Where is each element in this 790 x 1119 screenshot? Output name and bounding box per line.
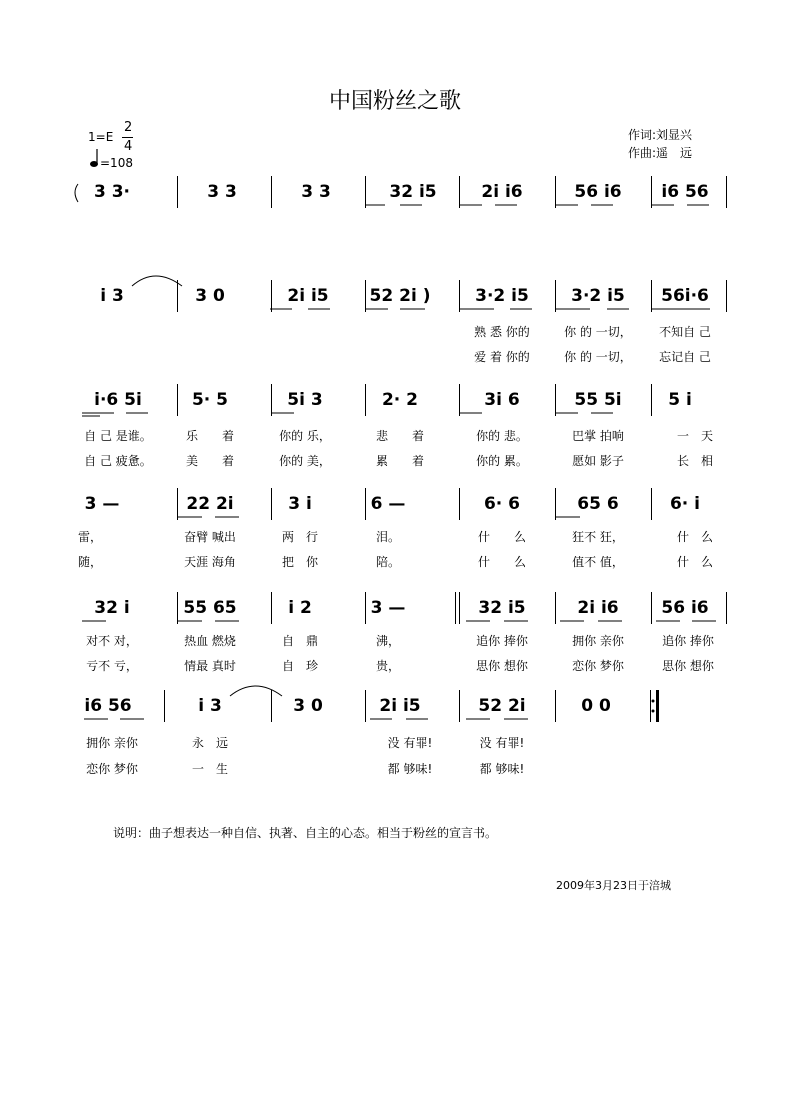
- lyric: 什 么: [676, 555, 714, 569]
- measure-notes: 6· 6: [483, 494, 521, 514]
- lyric: 雷，: [77, 530, 103, 544]
- measure-notes: 2· 2: [381, 390, 419, 410]
- lyric: 随，: [77, 555, 103, 569]
- lyric: 恋你 梦你: [86, 762, 138, 776]
- lyric: 愿如 影子: [572, 454, 624, 468]
- score-system-4: [70, 484, 730, 574]
- time-denominator: 4: [124, 139, 133, 154]
- measure-notes: i6 56: [661, 182, 709, 202]
- measure-notes: 55 5i: [574, 390, 622, 410]
- lyric: 泪。: [375, 530, 401, 544]
- lyricist-credit: 作词:刘显兴: [628, 128, 693, 142]
- lyric: 什 么: [477, 530, 527, 544]
- time-numerator: 2: [124, 120, 133, 135]
- measure-notes: 52 2i: [478, 696, 526, 716]
- lyric: 悲 着: [375, 429, 425, 443]
- score-markings: [70, 686, 730, 726]
- lyric: 你 的 一切，: [564, 350, 632, 364]
- lyric: 贵，: [375, 659, 401, 673]
- measure-notes: 2i i5: [379, 696, 421, 716]
- measure-notes: 3 0: [293, 696, 323, 716]
- score-markings: [70, 276, 730, 316]
- key-signature: 1=E: [88, 130, 114, 144]
- lyric: 你的 累。: [476, 454, 528, 468]
- score-markings: [70, 484, 730, 524]
- lyric: 狂不 狂，: [572, 530, 624, 544]
- lyric: 你的 美，: [279, 454, 331, 468]
- lyric: 你 的 一切，: [564, 325, 632, 339]
- measure-notes: 56 i6: [574, 182, 622, 202]
- measure-notes: 2i i6: [577, 598, 619, 618]
- lyric: 自 鼎: [281, 634, 319, 648]
- measure-notes: i 3: [100, 286, 124, 306]
- lyric: 你的 乐，: [279, 429, 331, 443]
- lyric: 思你 想你: [662, 659, 714, 673]
- measure-notes: 22 2i: [186, 494, 234, 514]
- lyric: 陪。: [375, 555, 401, 569]
- lyric: 两 行: [281, 530, 319, 544]
- lyric: 没 有罪!: [387, 736, 433, 750]
- measure-notes: i6 56: [84, 696, 132, 716]
- lyric: 不知自 己: [659, 325, 711, 339]
- date-line: 2009年3月23日于涪城: [556, 879, 671, 892]
- measure-notes: 5 i: [668, 390, 692, 410]
- measure-notes: 3 0: [195, 286, 225, 306]
- measure-notes: i·6 5i: [94, 390, 142, 410]
- lyric: 忘记自 己: [659, 350, 711, 364]
- lyric: 拥你 亲你: [572, 634, 624, 648]
- measure-notes: 6 —: [370, 494, 406, 514]
- lyric: 亏不 亏，: [86, 659, 138, 673]
- lyric: 沸，: [375, 634, 401, 648]
- measure-notes: 2i i5: [287, 286, 329, 306]
- lyric: 长 相: [676, 454, 714, 468]
- tempo-marking: =108: [100, 156, 133, 170]
- measure-notes: 3·2 i5: [475, 286, 529, 306]
- lyric: 拥你 亲你: [86, 736, 138, 750]
- score-system-5: [70, 588, 730, 678]
- lyric: 自 己 是谁。: [84, 429, 152, 443]
- song-title: 中国粉丝之歌: [328, 89, 461, 114]
- measure-notes: 3i 6: [484, 390, 520, 410]
- score-markings: [70, 380, 730, 420]
- time-divider: [122, 137, 133, 138]
- lyric: 美 着: [185, 454, 235, 468]
- measure-notes: 3 —: [84, 494, 120, 514]
- measure-notes: 32 i5: [478, 598, 526, 618]
- lyric: 思你 想你: [476, 659, 528, 673]
- footnote: 说明：曲子想表达一种自信、执著、自主的心态。相当于粉丝的宣言书。: [113, 826, 498, 840]
- lyric: 乐 着: [185, 429, 235, 443]
- lyric: 爱 着 你的: [474, 350, 530, 364]
- lyric: 恋你 梦你: [572, 659, 624, 673]
- lyric: 追你 捧你: [662, 634, 714, 648]
- measure-notes: 6· i: [669, 494, 701, 514]
- measure-notes: 65 6: [577, 494, 619, 514]
- measure-notes: 32 i5: [389, 182, 437, 202]
- measure-notes: 3 i: [288, 494, 312, 514]
- measure-notes: 0 0: [581, 696, 611, 716]
- lyric: 巴掌 拍响: [572, 429, 624, 443]
- measure-notes: 5i 3: [287, 390, 323, 410]
- lyric: 永 远: [191, 736, 229, 750]
- lyric: 自 珍: [281, 659, 319, 673]
- measure-notes: i 3: [198, 696, 222, 716]
- measure-notes: 56 i6: [661, 598, 709, 618]
- score-system-2: [70, 276, 730, 366]
- measure-notes: 3 3: [207, 182, 237, 202]
- measure-notes: 3 3: [301, 182, 331, 202]
- lyric: 熟 悉 你的: [474, 325, 530, 339]
- lyric: 累 着: [375, 454, 425, 468]
- lyric: 都 够味!: [479, 762, 525, 776]
- lyric: 奋臂 喊出: [184, 530, 236, 544]
- score-markings: [70, 172, 730, 212]
- lyric: 天涯 海角: [184, 555, 236, 569]
- quarter-note-icon: [89, 148, 99, 172]
- measure-notes: 3 3·: [93, 182, 131, 202]
- score-system-6: [70, 686, 730, 776]
- lyric: 什 么: [477, 555, 527, 569]
- lyric: 对不 对，: [86, 634, 138, 648]
- measure-notes: i 2: [288, 598, 312, 618]
- measure-notes: 32 i: [94, 598, 130, 618]
- lyric: 把 你: [281, 555, 319, 569]
- measure-notes: 3 —: [370, 598, 406, 618]
- lyric: 自 己 疲惫。: [84, 454, 152, 468]
- composer-credit: 作曲:遥 远: [628, 146, 693, 160]
- score-markings: [70, 588, 730, 628]
- lyric: 一 生: [191, 762, 229, 776]
- lyric: 热血 燃烧: [184, 634, 236, 648]
- lyric: 情最 真时: [184, 659, 236, 673]
- measure-notes: 56i·6: [661, 286, 709, 306]
- lyric: 你的 悲。: [476, 429, 528, 443]
- lyric: 什 么: [676, 530, 714, 544]
- lyric: 值不 值，: [572, 555, 624, 569]
- measure-notes: 5· 5: [191, 390, 229, 410]
- score-system-1: [70, 172, 730, 212]
- score-system-3: [70, 380, 730, 470]
- measure-notes: 2i i6: [481, 182, 523, 202]
- lyric: 追你 捧你: [476, 634, 528, 648]
- measure-notes: 52 2i ): [369, 286, 431, 306]
- lyric: 一 天: [676, 429, 714, 443]
- measure-notes: 3·2 i5: [571, 286, 625, 306]
- lyric: 都 够味!: [387, 762, 433, 776]
- measure-notes: 55 65: [183, 598, 237, 618]
- lyric: 没 有罪!: [479, 736, 525, 750]
